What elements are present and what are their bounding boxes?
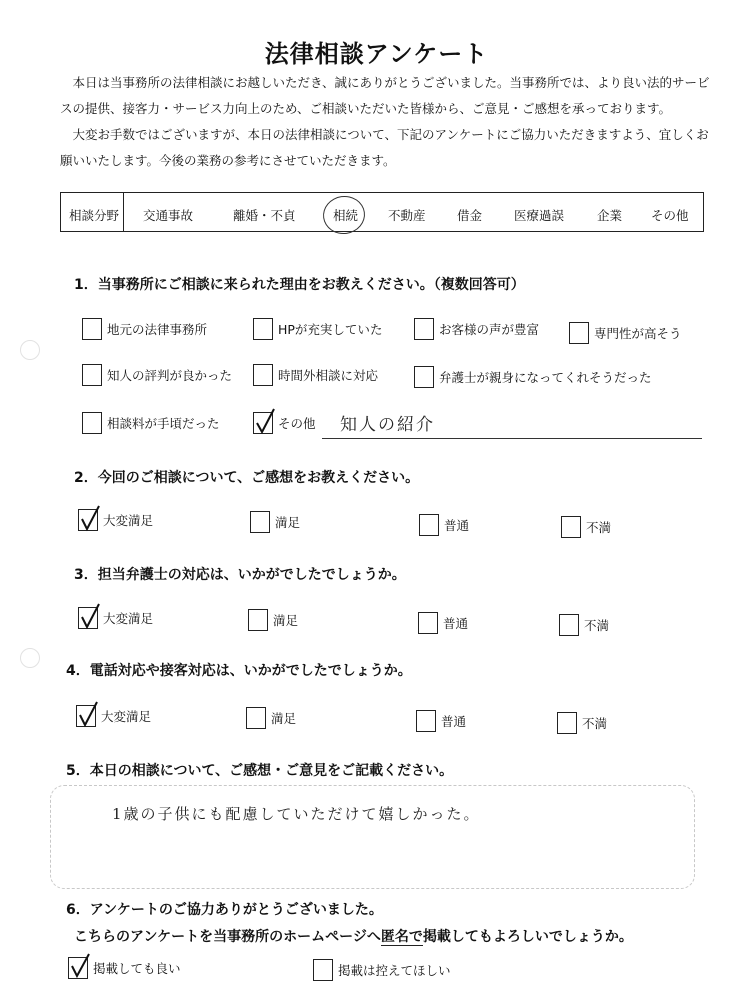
q1-option-other[interactable]: その他 [253, 412, 316, 434]
q6-sub-emphasis: 匿名で [380, 929, 423, 945]
question-4: 4．電話対応や接客対応は、いかがでしたでしょうか。 [66, 663, 412, 679]
checkbox[interactable] [561, 516, 581, 538]
comment-box[interactable] [50, 785, 695, 889]
q1-option-caring[interactable]: 弁護士が親身になってくれそうだった [414, 366, 652, 388]
check-mark-icon [77, 504, 103, 532]
checkbox[interactable] [82, 364, 102, 386]
punch-hole [20, 340, 40, 360]
q6-option-allow[interactable]: 掲載しても良い [68, 957, 181, 979]
question-5: 5．本日の相談について、ご感想・ご意見をご記載ください。 [66, 763, 454, 779]
q1-option-after-hours[interactable]: 時間外相談に対応 [253, 364, 378, 386]
category-item-debt[interactable]: 借金 [457, 208, 483, 223]
question-3: 3．担当弁護士の対応は、いかがでしたでしょうか。 [74, 567, 406, 583]
q1-other-answer[interactable]: 知人の紹介 [340, 415, 435, 435]
checkbox[interactable] [557, 712, 577, 734]
check-mark-icon [77, 602, 103, 630]
q6-subquestion [74, 926, 633, 946]
q2-option-dissatisfied[interactable]: 不満 [561, 516, 611, 538]
category-item-medical[interactable]: 医療過誤 [514, 208, 565, 223]
q1-option-expertise[interactable]: 専門性が高そう [569, 322, 682, 344]
q1-option-reviews[interactable]: お客様の声が豊富 [414, 318, 539, 340]
q3-option-satisfied[interactable]: 満足 [248, 609, 298, 631]
category-box [60, 192, 704, 232]
question-1: 1．当事務所にご相談に来られた理由をお教えください。（複数回答可） [74, 277, 525, 293]
checkbox[interactable] [414, 318, 434, 340]
q6-sub-post: 掲載してもよろしいでしょうか。 [422, 929, 633, 945]
checkbox[interactable] [253, 318, 273, 340]
checkbox[interactable] [246, 707, 266, 729]
category-item-inheritance[interactable]: 相続 [333, 208, 359, 223]
q3-option-dissatisfied[interactable]: 不満 [559, 614, 609, 636]
checkbox-checked[interactable] [78, 607, 98, 629]
q1-option-website[interactable]: HPが充実していた [253, 318, 382, 340]
category-item-other[interactable]: その他 [651, 208, 689, 223]
checkbox-checked[interactable] [253, 412, 273, 434]
q2-option-satisfied[interactable]: 満足 [250, 511, 300, 533]
intro-text [60, 70, 710, 174]
category-label: 相談分野 [69, 208, 120, 223]
checkbox-checked[interactable] [68, 957, 88, 979]
checkbox-checked[interactable] [76, 705, 96, 727]
checkbox[interactable] [414, 366, 434, 388]
category-item-traffic[interactable]: 交通事故 [143, 208, 194, 223]
checkbox[interactable] [250, 511, 270, 533]
check-mark-icon [75, 700, 101, 728]
checkbox[interactable] [418, 612, 438, 634]
q1-option-fee[interactable]: 相談料が手頃だった [82, 412, 220, 434]
q4-option-neutral[interactable]: 普通 [416, 710, 466, 732]
checkbox-checked[interactable] [78, 509, 98, 531]
page-title: 法律相談アンケート [264, 40, 489, 68]
checkbox[interactable] [559, 614, 579, 636]
checkbox[interactable] [82, 412, 102, 434]
q5-answer[interactable]: 1歳の子供にも配慮していただけて嬉しかった。 [112, 805, 481, 823]
punch-hole [20, 648, 40, 668]
category-item-real-estate[interactable]: 不動産 [388, 208, 426, 223]
check-mark-icon [67, 952, 93, 980]
category-item-divorce[interactable]: 離婚・不貞 [233, 208, 296, 223]
q2-option-neutral[interactable]: 普通 [419, 514, 469, 536]
q4-option-satisfied[interactable]: 満足 [246, 707, 296, 729]
checkbox[interactable] [253, 364, 273, 386]
checkbox[interactable] [248, 609, 268, 631]
category-divider [123, 193, 124, 231]
q4-option-very-satisfied[interactable]: 大変満足 [76, 705, 151, 727]
question-6: 6．アンケートのご協力ありがとうございました。 [66, 902, 383, 918]
checkbox[interactable] [416, 710, 436, 732]
q1-option-reputation[interactable]: 知人の評判が良かった [82, 364, 232, 386]
check-mark-icon [252, 407, 278, 435]
q3-option-very-satisfied[interactable]: 大変満足 [78, 607, 153, 629]
q6-option-decline[interactable]: 掲載は控えてほしい [313, 959, 451, 981]
q1-other-underline [322, 438, 702, 439]
q3-option-neutral[interactable]: 普通 [418, 612, 468, 634]
checkbox[interactable] [313, 959, 333, 981]
question-2: 2．今回のご相談について、ご感想をお教えください。 [74, 470, 420, 486]
q6-sub-pre: こちらのアンケートを当事務所のホームページへ [74, 929, 381, 945]
q2-option-very-satisfied[interactable]: 大変満足 [78, 509, 153, 531]
category-item-corporate[interactable]: 企業 [597, 208, 623, 223]
checkbox[interactable] [569, 322, 589, 344]
checkbox[interactable] [419, 514, 439, 536]
intro-paragraph-2: 大変お手数ではございますが、本日の法律相談について、下記のアンケートにご協力いただきますよう、宜しくお願いいたします。今後の業務の参考にさせていただきます。 [60, 127, 709, 168]
q1-option-local[interactable]: 地元の法律事務所 [82, 318, 207, 340]
intro-paragraph-1: 本日は当事務所の法律相談にお越しいただき、誠にありがとうございました。当事務所では、より良い法的サービスの提供、接客力・サービス力向上のため、ご相談いただいた皆様から、ご意見・ご感想を承っております。 [60, 75, 710, 116]
checkbox[interactable] [82, 318, 102, 340]
q4-option-dissatisfied[interactable]: 不満 [557, 712, 607, 734]
